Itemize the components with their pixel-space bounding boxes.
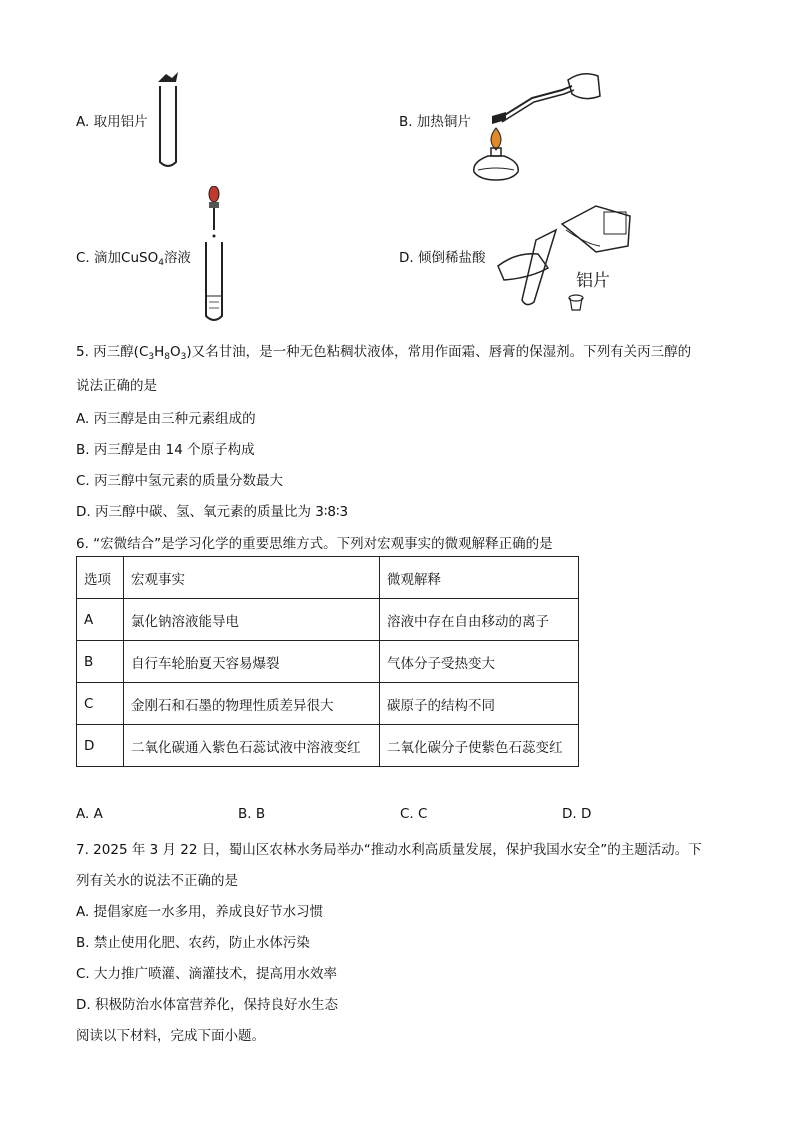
- table-header-row: [77, 557, 579, 599]
- q6-answer-b: B. B: [238, 806, 266, 822]
- figure-pour-hydrochloric-acid: [496, 196, 636, 322]
- q7-stem-line2: 列有关水的说法不正确的是: [76, 873, 238, 889]
- q6-answer-d: D. D: [562, 806, 592, 822]
- glycerol-formula: [139, 344, 186, 360]
- q4-option-d: D. 倾倒稀盐酸: [399, 250, 486, 266]
- q7-option-a: A. 提倡家庭一水多用，养成良好节水习惯: [76, 904, 324, 920]
- q4-option-a: A. 取用铝片: [76, 114, 148, 130]
- table-cell: D: [77, 725, 124, 767]
- q7-stem-line1: 7. 2025 年 3 月 22 日，蜀山区农林水务局举办“推动水利高质量发展，保护我国水安全”的主题活动。下: [76, 842, 702, 858]
- header-option: 选项: [77, 557, 124, 599]
- q6-stem: 6. “宏微结合”是学习化学的重要思维方式。下列对宏观事实的微观解释正确的是: [76, 536, 553, 552]
- figure-heat-copper: [472, 66, 604, 182]
- header-micro-explanation: 微观解释: [380, 557, 579, 599]
- element-h: H: [154, 344, 165, 360]
- table-cell: B: [77, 641, 124, 683]
- q4-option-c: [76, 246, 191, 268]
- figure-take-aluminum: [150, 66, 190, 172]
- q6-table: [76, 556, 579, 767]
- table-row: [77, 641, 579, 683]
- table-cell: 气体分子受热变大: [380, 641, 579, 683]
- element-o: O: [170, 344, 181, 360]
- q7-option-b: B. 禁止使用化肥、农药，防止水体污染: [76, 935, 310, 951]
- q6-answer-a: A. A: [76, 806, 103, 822]
- q4-option-c-suffix: 溶液: [163, 250, 191, 266]
- element-c: C: [138, 344, 149, 360]
- q7-option-c: C. 大力推广喷灌、滴灌技术，提高用水效率: [76, 966, 338, 982]
- o-subscript: 3: [180, 352, 187, 362]
- q5-stem-end: )又名甘油，是一种无色粘稠状液体，常用作面霜、唇膏的保湿剂。下列有关丙三醇的: [186, 344, 692, 360]
- q5-option-b: B. 丙三醇是由 14 个原子构成: [76, 442, 255, 458]
- q5-option-a: A. 丙三醇是由三种元素组成的: [76, 411, 256, 427]
- table-cell: 二氧化碳分子使紫色石蕊变红: [380, 725, 579, 767]
- table-cell: 自行车轮胎夏天容易爆裂: [124, 641, 380, 683]
- table-cell: A: [77, 599, 124, 641]
- table-row: [77, 725, 579, 767]
- cuso4-formula: CuSO: [121, 250, 159, 266]
- q5-stem-start: 5. 丙三醇(: [76, 344, 139, 360]
- q4-option-b: B. 加热铜片: [399, 114, 471, 130]
- table-cell: 氯化钠溶液能导电: [124, 599, 380, 641]
- table-cell: 溶液中存在自由移动的离子: [380, 599, 579, 641]
- q7-option-d: D. 积极防治水体富营养化，保持良好水生态: [76, 997, 338, 1013]
- table-cell: 碳原子的结构不同: [380, 683, 579, 725]
- cuso4-subscript: 4: [158, 258, 164, 268]
- q5-stem: [76, 340, 691, 362]
- q5-option-d: D. 丙三醇中碳、氢、氧元素的质量比为 3∶8∶3: [76, 504, 349, 520]
- table-row: [77, 683, 579, 725]
- h-subscript: 8: [164, 352, 171, 362]
- c-subscript: 3: [148, 352, 155, 362]
- header-macro-fact: 宏观事实: [124, 557, 380, 599]
- q6-answer-c: C. C: [400, 806, 428, 822]
- reading-instruction: 阅读以下材料，完成下面小题。: [76, 1028, 265, 1044]
- table-cell: C: [77, 683, 124, 725]
- aluminum-foil-label: 铝片: [576, 271, 610, 291]
- table-cell: 二氧化碳通入紫色石蕊试液中溶液变红: [124, 725, 380, 767]
- figure-dropper-test-tube: [196, 186, 232, 326]
- q4-option-c-prefix: C. 滴加: [76, 250, 122, 266]
- q5-option-c: C. 丙三醇中氢元素的质量分数最大: [76, 473, 284, 489]
- q5-stem-line2: 说法正确的是: [76, 378, 157, 394]
- table-cell: 金刚石和石墨的物理性质差异很大: [124, 683, 380, 725]
- table-row: [77, 599, 579, 641]
